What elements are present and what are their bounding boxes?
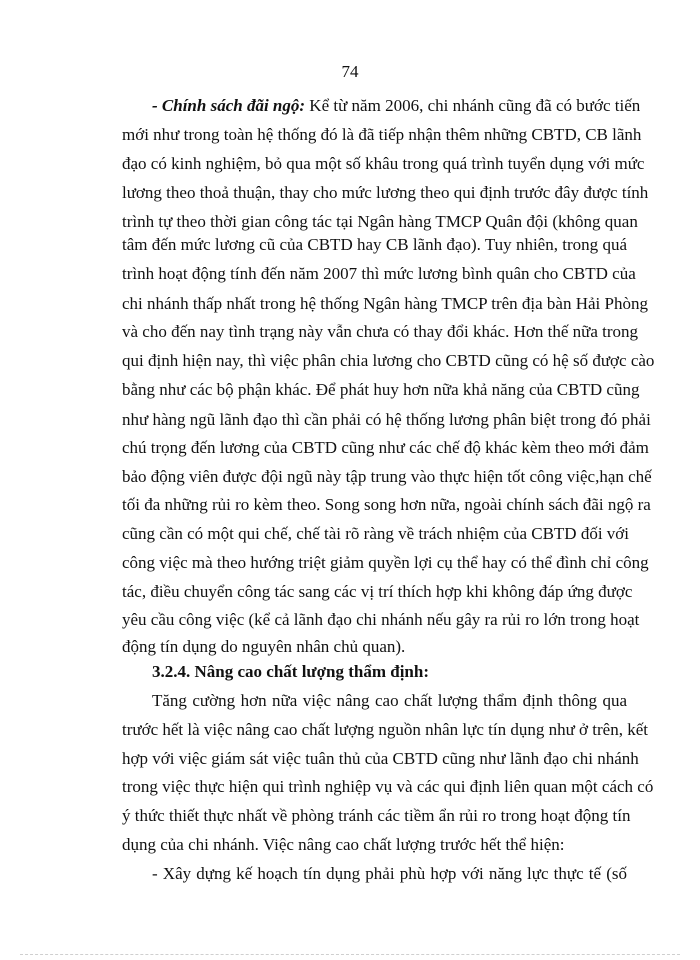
paragraph-line — [152, 94, 641, 118]
paragraph-line: chi nhánh thấp nhất trong hệ thống Ngân hàng TMCP trên địa bàn Hải Phòng — [122, 294, 648, 313]
paragraph-line: động tín dụng do nguyên nhân chủ quan). — [122, 637, 406, 656]
paragraph-line: hợp với việc giám sát việc tuân thủ của CBTD cũng như lãnh đạo chi nhánh — [122, 749, 639, 768]
paragraph-line: qui định hiện nay, thì việc phân chia lương cho CBTD cũng có hệ số được cào — [122, 351, 655, 370]
paragraph-line: bảo động viên được đội ngũ này tập trung vào thực hiện tốt công việc,hạn chế — [122, 467, 652, 486]
paragraph-line: trong việc thực hiện qui trình nghiệp vụ và các qui định liên quan một cách có — [122, 777, 654, 796]
paragraph-line: tác, điều chuyển công tác sang các vị trí thích hợp khi không đáp ứng được — [122, 582, 633, 601]
paragraph-line: trình hoạt động tính đến năm 2007 thì mức lương bình quân cho CBTD của — [122, 264, 636, 283]
section-heading: 3.2.4. Nâng cao chất lượng thẩm định: — [152, 662, 430, 681]
paragraph-line: công việc mà theo hướng triệt giảm quyền lợi cụ thể hay có thể đình chỉ công — [122, 553, 649, 572]
paragraph-line: lương theo thoả thuận, thay cho mức lương theo qui định trước đây được tính — [122, 183, 649, 202]
paragraph-line: chú trọng đến lương của CBTD cũng như các chế độ khác kèm theo mới đảm — [122, 438, 649, 457]
page-number: 74 — [341, 62, 359, 81]
paragraph-line: trình tự theo thời gian công tác tại Ngân hàng TMCP Quân đội (không quan — [122, 212, 638, 231]
paragraph-line: và cho đến nay tình trạng này vẫn chưa có thay đổi khác. Hơn thế nữa trong — [122, 322, 639, 341]
paragraph-line: ý thức thiết thực nhất về phòng tránh các tiềm ẩn rủi ro trong hoạt động tín — [122, 806, 631, 825]
paragraph-line: đạo có kinh nghiệm, bỏ qua một số khâu trong quá trình tuyển dụng với mức — [122, 154, 645, 173]
policy-lead: - Chính sách đãi ngộ: — [152, 96, 306, 115]
paragraph-line: Tăng cường hơn nữa việc nâng cao chất lượng thẩm định thông qua — [152, 691, 627, 710]
paragraph-line: cũng cần có một qui chế, chế tài rõ ràng về trách nhiệm của CBTD đối với — [122, 524, 630, 543]
paragraph-line: bằng như các bộ phận khác. Để phát huy hơn nữa khả năng của CBTD cũng — [122, 380, 640, 399]
policy-first-line: Kể từ năm 2006, chi nhánh cũng đã có bước tiến — [305, 96, 641, 115]
paragraph-line: dụng của chi nhánh. Việc nâng cao chất lượng trước hết thể hiện: — [122, 835, 565, 854]
paragraph-line: - Xây dựng kế hoạch tín dụng phải phù hợp với năng lực thực tế (số — [152, 864, 627, 883]
paragraph-line: mới như trong toàn hệ thống đó là đã tiếp nhận thêm những CBTD, CB lãnh — [122, 125, 642, 144]
paragraph-line: như hàng ngũ lãnh đạo thì cần phải có hệ thống lương phân biệt trong đó phải — [122, 410, 651, 429]
paragraph-line: yêu cầu công việc (kể cả lãnh đạo chi nhánh nếu gây ra rủi ro lớn trong hoạt — [122, 610, 640, 629]
paragraph-line: trước hết là việc nâng cao chất lượng nguồn nhân lực tín dụng như ở trên, kết — [122, 720, 648, 739]
paragraph-line: tối đa những rủi ro kèm theo. Song song hơn nữa, ngoài chính sách đãi ngộ ra — [122, 495, 651, 514]
paragraph-line: tâm đến mức lương cũ của CBTD hay CB lãnh đạo). Tuy nhiên, trong quá — [122, 235, 627, 254]
page-edge-divider — [20, 954, 680, 955]
